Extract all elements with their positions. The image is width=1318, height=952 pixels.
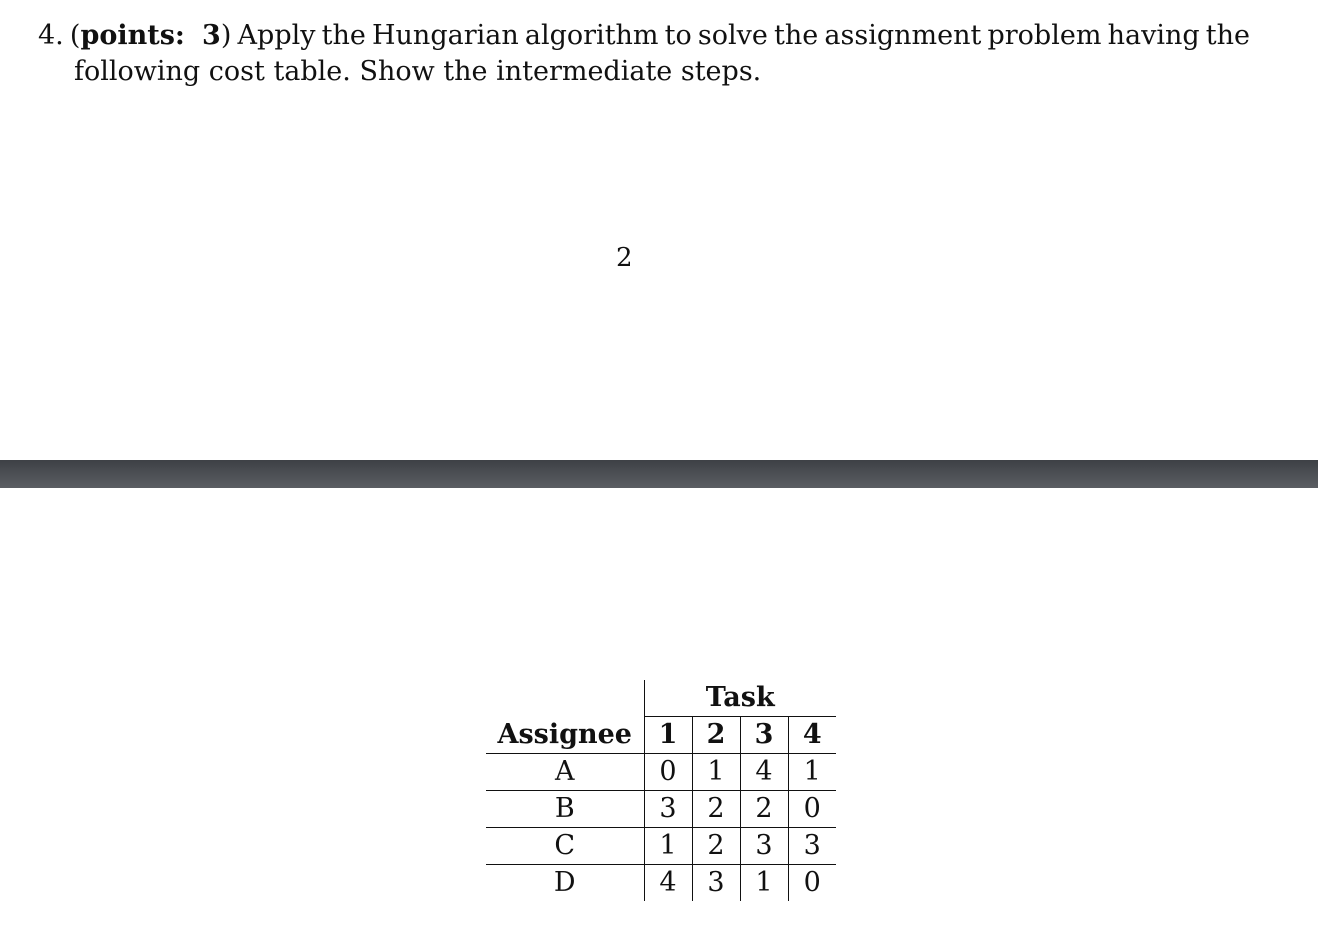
cost-cell: 3 [788,828,836,865]
cost-cell: 1 [644,828,692,865]
assignee-header: Assignee [486,717,644,754]
cost-cell: 0 [644,754,692,791]
task-column-header: 2 [692,717,740,754]
task-column-header: 3 [740,717,788,754]
page-separator [0,460,1318,488]
word: Apply [237,20,316,51]
cost-table [486,680,836,901]
cost-cell: 1 [692,754,740,791]
cost-cell: 3 [740,828,788,865]
word: having [1107,20,1200,51]
question-number: 4. [38,20,64,51]
word: the [321,20,366,51]
points-label: points: [80,20,185,51]
points-value: 3 [202,20,221,51]
column-header-row [486,717,836,754]
question-line-1 [38,18,1250,54]
question-line-2: following cost table. Show the intermediate steps. [74,56,762,87]
table-row [486,791,836,828]
word: Hungarian [372,20,519,51]
task-header-row [486,680,836,717]
cost-cell: 2 [692,791,740,828]
assignee-label: A [486,754,644,791]
task-column-header: 1 [644,717,692,754]
word: to [664,20,692,51]
cost-cell: 0 [788,791,836,828]
table-row [486,828,836,865]
word: solve [697,20,768,51]
page-number: 2 [616,243,633,273]
cost-cell: 0 [788,865,836,902]
word: assignment [824,20,982,51]
assignee-label: D [553,867,576,898]
points-annotation: (points: 3) [70,18,231,54]
task-title: Task [644,680,836,717]
assignee-label: B [486,791,644,828]
word: the [1205,20,1250,51]
cost-cell: 4 [740,754,788,791]
word: the [774,20,819,51]
word: algorithm [524,20,659,51]
cost-cell: 3 [692,865,740,902]
cost-cell: 2 [692,828,740,865]
empty-corner [486,680,644,717]
table-row [486,865,836,902]
cost-cell: 1 [788,754,836,791]
question-text [38,18,1250,90]
word: problem [987,20,1102,51]
task-column-header: 4 [788,717,836,754]
cost-cell: 3 [644,791,692,828]
cost-cell: 4 [644,865,692,902]
cost-cell: 2 [740,791,788,828]
assignee-label: C [486,828,644,865]
table-row [486,754,836,791]
cost-cell: 1 [740,865,788,902]
